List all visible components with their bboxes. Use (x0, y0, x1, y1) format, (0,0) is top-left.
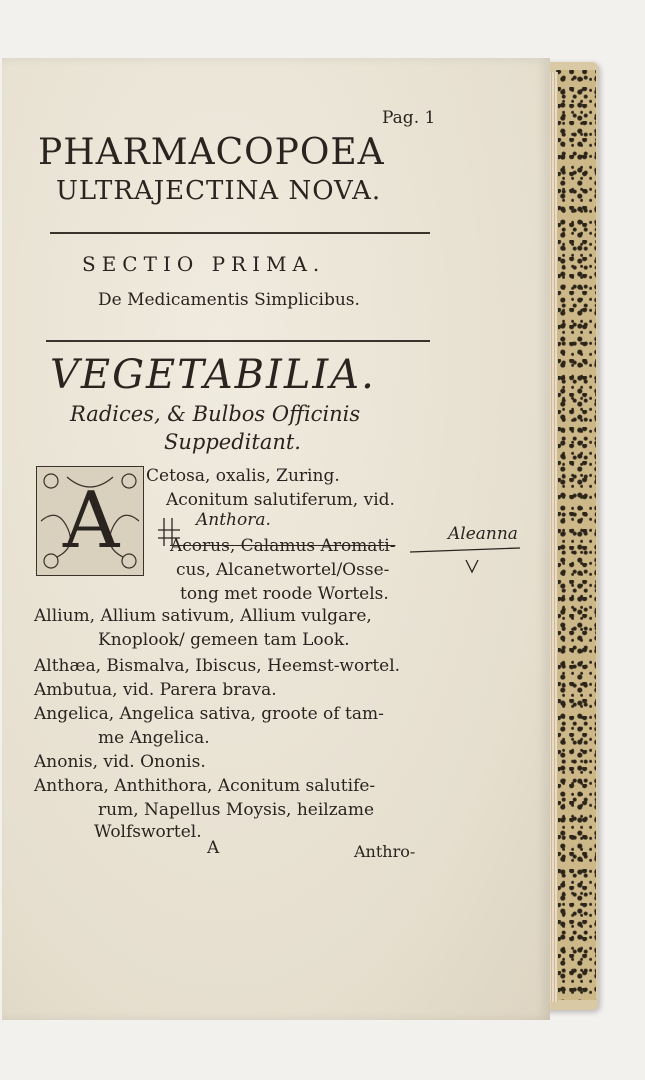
suppeditant-line: Suppeditant. (164, 430, 301, 454)
entry-line: Anonis, vid. Ononis. (34, 752, 206, 772)
entry-line: Althæa, Bismalva, Ibiscus, Heemst-wortel. (34, 656, 401, 676)
rule-middle (46, 340, 430, 342)
sectio-heading: SECTIO PRIMA. (82, 252, 326, 276)
entry-line: Wolfswortel. (94, 822, 202, 842)
decorated-initial (36, 466, 144, 576)
entry-line: Anthora, Anthithora, Aconitum salutife- (34, 776, 376, 796)
entry-line: Ambutua, vid. Parera brava. (34, 680, 277, 700)
handwritten-marks-icon (150, 512, 540, 582)
entry-line: rum, Napellus Moysis, heilzame (98, 800, 375, 820)
vegetabilia-heading: VEGETABILIA. (50, 352, 376, 398)
section-subtitle: De Medicamentis Simplicibus. (98, 290, 360, 310)
catchword: Anthro- (354, 842, 416, 861)
title-line-2: ULTRAJECTINA NOVA. (56, 176, 382, 206)
rule-top (50, 232, 430, 234)
entry-line: Knoplook/ gemeen tam Look. (98, 630, 350, 650)
radices-line: Radices, & Bulbos Officinis (70, 402, 361, 426)
entry-line: Anthora. (196, 510, 271, 530)
initial-letter: A (63, 476, 120, 566)
entry-line: Acorus, Calamus Aromati- (170, 536, 396, 556)
entry-line: Allium, Allium sativum, Allium vulgare, (34, 606, 372, 626)
entry-line: cus, Alcanetwortel/Osse- (176, 560, 390, 580)
entry-line: tong met roode Wortels. (180, 584, 389, 604)
entry-line: Aconitum salutiferum, vid. (166, 490, 395, 510)
signature-mark: A (207, 838, 220, 858)
speckled-edge (556, 70, 596, 1000)
entry-line: Cetosa, oxalis, Zuring. (146, 466, 340, 486)
title-line-1: PHARMACOPOEA (38, 132, 385, 173)
entry-line: me Angelica. (98, 728, 210, 748)
entry-line: Angelica, Angelica sativa, groote of tam- (34, 704, 384, 724)
page-number: Pag. 1 (382, 108, 436, 128)
handwritten-note: Aleanna (448, 524, 518, 544)
